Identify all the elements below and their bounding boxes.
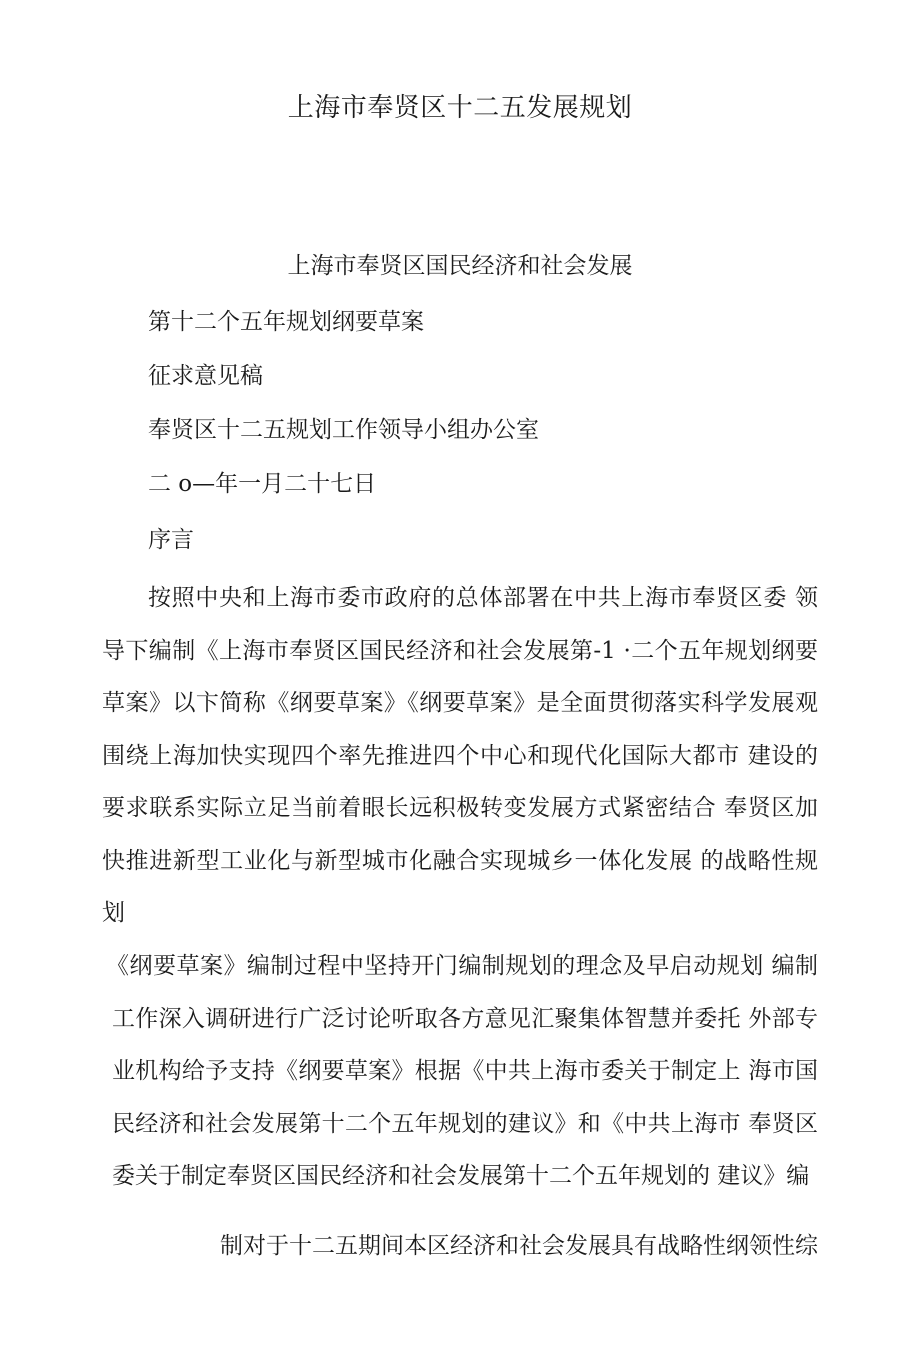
paragraph-2: 《纲要草案》编制过程中坚持开门编制规划的理念及早启动规划 编制工作深入调研进行广泛讨论听取各方意见汇聚集体智慧并委托 外部专业机构给予支持《纲要草案》根据《中共上海市委关于制定上 海市国民经济和社会发展第十二个五年规划的建议》和《中共上海市 奉贤区委关于制定奉贤区国民经济和社会发展第十二个五年规划的 建议》编 xyxy=(106,953,818,1189)
paragraph-2-last-line: 制对于十二五期间本区经济和社会发展具有战略性纲领性综 xyxy=(220,1233,818,1259)
document-subtitle: 上海市奉贤区国民经济和社会发展 xyxy=(287,253,633,279)
document-title: 上海市奉贤区十二五发展规划 xyxy=(287,93,633,123)
issuer-line: 奉贤区十二五规划工作领导小组办公室 xyxy=(148,417,539,443)
plan-name-line: 第十二个五年规划纲要草案 xyxy=(148,309,424,335)
section-heading-preface: 序言 xyxy=(148,527,194,553)
draft-status-line: 征求意见稿 xyxy=(148,363,263,389)
date-line: 二 o—年一月二十七日 xyxy=(148,471,377,497)
paragraph-1: 按照中央和上海市委市政府的总体部署在中共上海市奉贤区委 领导下编制《上海市奉贤区国民经济和社会发展第-1 ·二个五年规划纲要草案》以卞简称《纲要草案》《纲要草案》是全面贯彻落实科学发展观围绕上海加快实现四个率先推进四个中心和现代化国际大都市 建设的要求联系实际立足当前着眼长远积极转变发展方式紧密结合 奉贤区加快推进新型工业化与新型城市化融合实现城乡一体化发展 的战略性规划 xyxy=(102,585,818,926)
